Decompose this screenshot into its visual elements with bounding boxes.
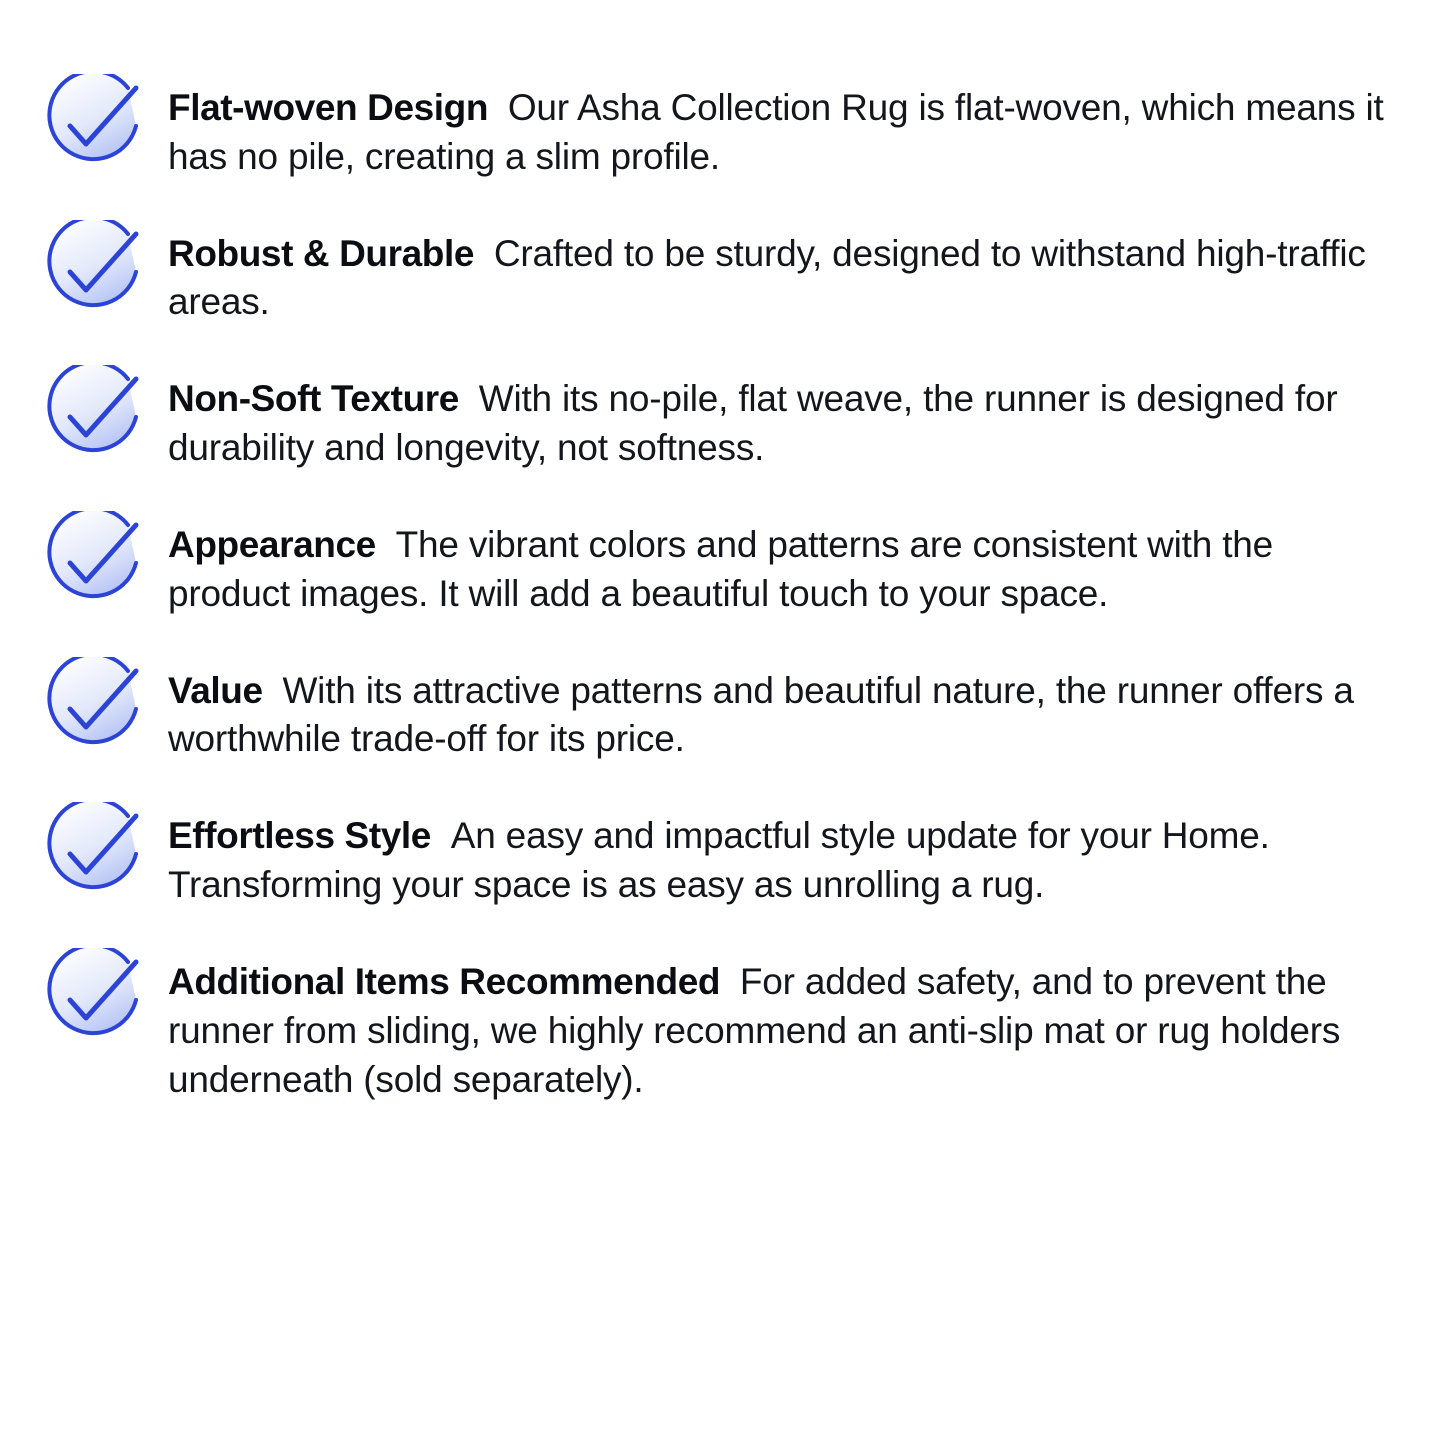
feature-title: Robust & Durable — [168, 232, 475, 274]
list-item — [40, 655, 1385, 765]
feature-body: With its attractive patterns and beautiful nature, the runner offers a worthwhile trade-off for its price. — [168, 669, 1354, 760]
feature-body: With its no-pile, flat weave, the runner is designed for durability and longevity, not softness. — [168, 378, 1338, 469]
feature-title: Appearance — [168, 523, 376, 565]
check-circle-icon — [40, 74, 144, 178]
feature-text — [168, 363, 1385, 473]
list-item — [40, 946, 1385, 1104]
feature-body: An easy and impactful style update for your Home. Transforming your space is as easy as unrolling a rug. — [168, 815, 1270, 906]
check-circle-icon — [40, 657, 144, 761]
feature-text — [168, 218, 1385, 328]
feature-body: For added safety, and to prevent the runner from sliding, we highly recommend an anti-slip mat or rug holders underneath (sold separately). — [168, 960, 1341, 1100]
feature-text — [168, 946, 1385, 1104]
feature-title: Flat-woven Design — [168, 87, 489, 128]
list-item — [40, 800, 1385, 910]
check-circle-icon — [40, 948, 144, 1052]
check-circle-icon — [40, 511, 144, 615]
check-circle-icon — [40, 365, 144, 469]
feature-body: Crafted to be sturdy, designed to withstand high-traffic areas. — [168, 232, 1366, 323]
feature-text — [168, 509, 1385, 619]
list-item — [40, 72, 1385, 182]
feature-text — [168, 800, 1385, 910]
feature-title: Additional Items Recommended — [168, 960, 721, 1002]
feature-title: Effortless Style — [168, 815, 431, 857]
feature-title: Non-Soft Texture — [168, 378, 459, 420]
feature-body: The vibrant colors and patterns are consistent with the product images. It will add a beautiful touch to your space. — [168, 523, 1274, 614]
feature-text — [168, 72, 1385, 182]
feature-text — [168, 655, 1385, 765]
feature-title: Value — [168, 669, 263, 711]
feature-list — [40, 72, 1385, 1104]
feature-body: Our Asha Collection Rug is flat-woven, which means it has no pile, creating a slim profile. — [168, 87, 1384, 177]
list-item — [40, 509, 1385, 619]
check-circle-icon — [40, 802, 144, 906]
check-circle-icon — [40, 220, 144, 324]
list-item — [40, 218, 1385, 328]
list-item — [40, 363, 1385, 473]
